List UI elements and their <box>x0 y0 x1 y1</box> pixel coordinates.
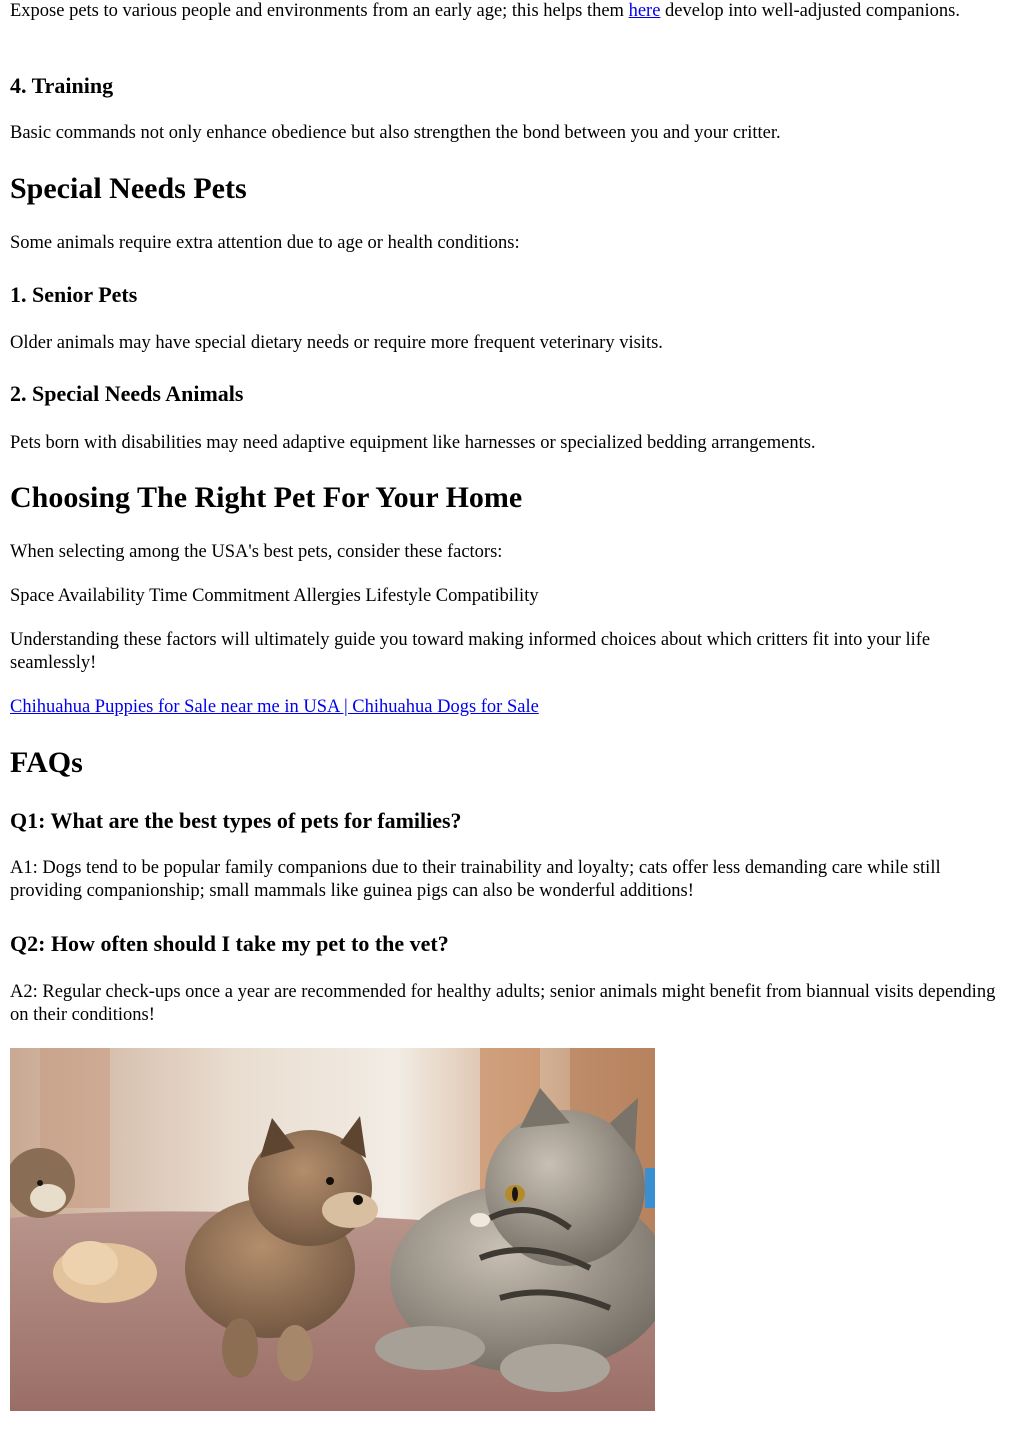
training-paragraph: Basic commands not only enhance obedience but also strengthen the bond between you and your critter. <box>10 123 781 143</box>
intro-paragraph <box>10 0 960 23</box>
senior-pets-heading: 1. Senior Pets <box>10 282 138 307</box>
choosing-conclusion: Understanding these factors will ultimately guide you toward making informed choices about which critters fit into your life seamlessly! <box>10 630 931 673</box>
faq-a1: A1: Dogs tend to be popular family companions due to their trainability and loyalty; cats offer less demanding care while still providing companionship; small mammals like guinea pigs can also be wonderful additions! <box>10 858 941 901</box>
intro-text-before: Expose pets to various people and environments from an early age; this helps them <box>10 1 629 21</box>
special-needs-animals-paragraph: Pets born with disabilities may need adaptive equipment like harnesses or specialized bedding arrangements. <box>10 433 816 453</box>
intro-text-after: develop into well-adjusted companions. <box>660 1 960 21</box>
chihuahua-link[interactable]: Chihuahua Puppies for Sale near me in USA | Chihuahua Dogs for Sale <box>10 697 539 717</box>
faq-q2: Q2: How often should I take my pet to the vet? <box>10 931 449 956</box>
puppies-and-kitten-photo <box>10 1048 655 1411</box>
special-needs-heading: Special Needs Pets <box>10 172 247 205</box>
special-needs-animals-heading: 2. Special Needs Animals <box>10 381 244 406</box>
chihuahua-link-paragraph <box>10 696 539 719</box>
special-needs-intro: Some animals require extra attention due to age or health conditions: <box>10 233 520 253</box>
here-link[interactable]: here <box>628 1 661 21</box>
faq-a2: A2: Regular check-ups once a year are recommended for healthy adults; senior animals might benefit from biannual visits depending on their conditions! <box>10 982 996 1025</box>
factors-list: Space Availability Time Commitment Allergies Lifestyle Compatibility <box>10 586 539 606</box>
choosing-heading: Choosing The Right Pet For Your Home <box>10 481 523 514</box>
faq-q1: Q1: What are the best types of pets for families? <box>10 808 462 833</box>
faqs-heading: FAQs <box>10 746 83 779</box>
training-heading: 4. Training <box>10 73 114 98</box>
senior-pets-paragraph: Older animals may have special dietary needs or require more frequent veterinary visits. <box>10 333 663 353</box>
choosing-intro: When selecting among the USA's best pets, consider these factors: <box>10 542 503 562</box>
